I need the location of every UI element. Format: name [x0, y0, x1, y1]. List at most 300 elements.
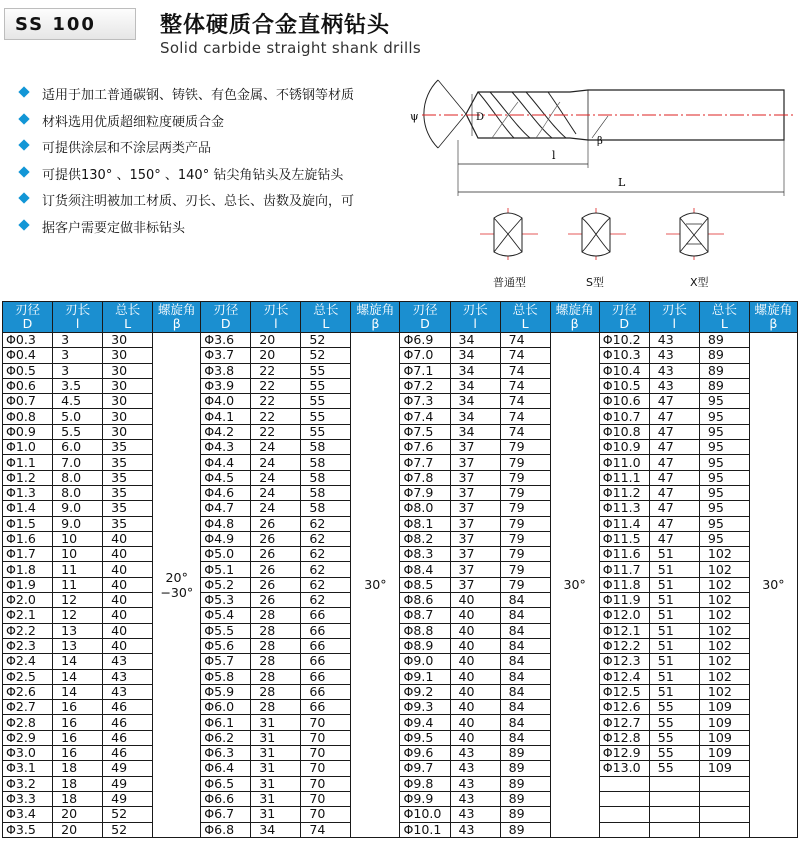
flute-length-cell: 40 — [450, 608, 500, 623]
flute-length-cell: 22 — [251, 424, 301, 439]
diameter-cell: Φ3.8 — [201, 363, 251, 378]
helix-angle-cell: 30° — [550, 333, 599, 838]
total-length-cell: 66 — [301, 654, 351, 669]
flute-length-cell: 37 — [450, 455, 500, 470]
column-header: 刃长 l — [53, 302, 103, 333]
total-length-cell: 89 — [699, 378, 749, 393]
flute-length-cell: 47 — [649, 394, 699, 409]
diameter-cell: Φ9.0 — [400, 654, 450, 669]
flute-length-cell: 47 — [649, 501, 699, 516]
diameter-cell: Φ1.1 — [3, 455, 53, 470]
flute-length-cell: 28 — [251, 638, 301, 653]
diameter-cell: Φ9.5 — [400, 730, 450, 745]
table-row — [3, 516, 798, 531]
flute-length-cell: 12 — [53, 593, 103, 608]
total-length-cell: 30 — [103, 409, 153, 424]
diameter-cell: Φ5.9 — [201, 684, 251, 699]
table-row — [3, 562, 798, 577]
flute-length-cell: 4.5 — [53, 394, 103, 409]
flute-length-cell: 47 — [649, 516, 699, 531]
flute-length-cell: 22 — [251, 378, 301, 393]
total-length-cell: 102 — [699, 638, 749, 653]
table-row — [3, 440, 798, 455]
flute-length-cell: 51 — [649, 547, 699, 562]
total-length-cell: 74 — [500, 333, 550, 348]
flute-length-cell: 34 — [450, 409, 500, 424]
column-header: 刃长 l — [649, 302, 699, 333]
diameter-cell: Φ0.9 — [3, 424, 53, 439]
table-row — [3, 669, 798, 684]
flute-length-cell: 51 — [649, 593, 699, 608]
total-length-cell: 46 — [103, 715, 153, 730]
tip-s-type-icon — [568, 208, 626, 260]
total-length-cell: 58 — [301, 485, 351, 500]
flute-length-cell: 34 — [450, 394, 500, 409]
flute-length-cell: 51 — [649, 577, 699, 592]
total-length-cell: 30 — [103, 363, 153, 378]
diameter-cell: Φ4.6 — [201, 485, 251, 500]
diameter-cell: Φ6.9 — [400, 333, 450, 348]
table-row — [3, 684, 798, 699]
diameter-cell: Φ4.3 — [201, 440, 251, 455]
diameter-cell: Φ8.6 — [400, 593, 450, 608]
diameter-cell: Φ7.1 — [400, 363, 450, 378]
total-length-cell: 30 — [103, 348, 153, 363]
total-length-cell: 40 — [103, 608, 153, 623]
diameter-cell: Φ3.9 — [201, 378, 251, 393]
diamond-bullet-icon — [18, 139, 29, 150]
flute-length-cell: 16 — [53, 746, 103, 761]
table-row — [3, 638, 798, 653]
diameter-cell: Φ3.6 — [201, 333, 251, 348]
table-row — [3, 608, 798, 623]
diameter-cell: Φ11.4 — [599, 516, 649, 531]
total-length-cell: 102 — [699, 684, 749, 699]
column-header: 螺旋角 β — [153, 302, 201, 333]
diameter-cell: Φ4.4 — [201, 455, 251, 470]
page-title: 整体硬质合金直柄钻头 — [160, 13, 391, 38]
flute-length-cell: 43 — [450, 776, 500, 791]
diameter-cell: Φ1.4 — [3, 501, 53, 516]
table-row — [3, 363, 798, 378]
total-length-cell: 55 — [301, 378, 351, 393]
total-length-cell: 66 — [301, 684, 351, 699]
total-length-cell: 43 — [103, 684, 153, 699]
diameter-cell: Φ10.7 — [599, 409, 649, 424]
flute-length-cell: 10 — [53, 531, 103, 546]
flute-length-cell: 13 — [53, 623, 103, 638]
flute-length-cell: 3.5 — [53, 378, 103, 393]
flute-length-cell: 26 — [251, 547, 301, 562]
flute-length-cell: 37 — [450, 470, 500, 485]
table-row — [3, 593, 798, 608]
flute-length-cell: 14 — [53, 654, 103, 669]
table-row — [3, 547, 798, 562]
table-row — [3, 485, 798, 500]
flute-length-cell: 10 — [53, 547, 103, 562]
table-body — [3, 333, 798, 838]
total-length-cell: 89 — [699, 363, 749, 378]
diameter-cell: Φ2.0 — [3, 593, 53, 608]
flute-length-cell: 3 — [53, 333, 103, 348]
flute-length-cell: 26 — [251, 531, 301, 546]
flute-length-cell: 40 — [450, 669, 500, 684]
table-row — [3, 654, 798, 669]
flute-length-cell: 34 — [450, 424, 500, 439]
flute-length-cell: 24 — [251, 455, 301, 470]
tip-types-drawing — [478, 206, 728, 264]
table-row — [3, 470, 798, 485]
total-length-cell: 102 — [699, 669, 749, 684]
total-length-cell: 109 — [699, 746, 749, 761]
flute-length-cell: 51 — [649, 669, 699, 684]
diameter-cell: Φ9.1 — [400, 669, 450, 684]
total-length-cell: 89 — [500, 822, 550, 837]
diameter-cell: Φ11.0 — [599, 455, 649, 470]
total-length-cell: 89 — [500, 746, 550, 761]
overall-length-label: L — [618, 176, 626, 189]
flute-length-cell: 47 — [649, 531, 699, 546]
total-length-cell: 95 — [699, 531, 749, 546]
diameter-cell: Φ10.5 — [599, 378, 649, 393]
diameter-cell: Φ3.4 — [3, 807, 53, 822]
flute-length-cell — [649, 807, 699, 822]
diameter-cell: Φ2.5 — [3, 669, 53, 684]
diameter-cell: Φ3.1 — [3, 761, 53, 776]
diameter-cell: Φ4.8 — [201, 516, 251, 531]
flute-length-cell: 22 — [251, 409, 301, 424]
total-length-cell: 95 — [699, 455, 749, 470]
column-header: 总长 L — [500, 302, 550, 333]
diameter-cell: Φ7.8 — [400, 470, 450, 485]
diameter-cell: Φ8.4 — [400, 562, 450, 577]
total-length-cell: 74 — [500, 394, 550, 409]
flute-length-cell: 47 — [649, 470, 699, 485]
flute-length-cell: 34 — [251, 822, 301, 837]
flute-length-cell: 24 — [251, 470, 301, 485]
diameter-cell: Φ4.0 — [201, 394, 251, 409]
flute-length-cell — [649, 776, 699, 791]
diameter-cell: Φ2.3 — [3, 638, 53, 653]
diameter-cell: Φ6.2 — [201, 730, 251, 745]
total-length-cell: 52 — [103, 807, 153, 822]
flute-length-cell: 26 — [251, 593, 301, 608]
total-length-cell: 74 — [500, 348, 550, 363]
total-length-cell: 79 — [500, 501, 550, 516]
total-length-cell: 46 — [103, 746, 153, 761]
total-length-cell: 58 — [301, 455, 351, 470]
total-length-cell: 66 — [301, 638, 351, 653]
flute-length-cell: 20 — [251, 348, 301, 363]
psi-label: ψ — [410, 110, 419, 123]
total-length-cell: 84 — [500, 715, 550, 730]
total-length-cell: 95 — [699, 485, 749, 500]
total-length-cell: 79 — [500, 547, 550, 562]
diameter-cell: Φ10.6 — [599, 394, 649, 409]
diameter-cell: Φ5.8 — [201, 669, 251, 684]
flute-length-cell: 43 — [450, 807, 500, 822]
diameter-cell: Φ10.3 — [599, 348, 649, 363]
flute-length-cell: 34 — [450, 378, 500, 393]
flute-length-cell: 9.0 — [53, 516, 103, 531]
diameter-cell — [599, 807, 649, 822]
total-length-cell: 95 — [699, 394, 749, 409]
flute-length-cell: 16 — [53, 715, 103, 730]
flute-length-cell: 37 — [450, 562, 500, 577]
diameter-cell: Φ9.6 — [400, 746, 450, 761]
diameter-cell: Φ12.7 — [599, 715, 649, 730]
diameter-cell: Φ1.3 — [3, 485, 53, 500]
total-length-cell: 49 — [103, 776, 153, 791]
diameter-cell: Φ2.8 — [3, 715, 53, 730]
flute-length-cell: 37 — [450, 501, 500, 516]
flute-length-cell: 31 — [251, 730, 301, 745]
table-row — [3, 791, 798, 806]
diameter-cell: Φ11.7 — [599, 562, 649, 577]
flute-length-cell: 28 — [251, 700, 301, 715]
diameter-cell: Φ2.4 — [3, 654, 53, 669]
total-length-cell: 102 — [699, 577, 749, 592]
diameter-cell: Φ12.1 — [599, 623, 649, 638]
total-length-cell: 95 — [699, 470, 749, 485]
diamond-bullet-icon — [18, 219, 29, 230]
total-length-cell: 109 — [699, 761, 749, 776]
column-header: 刃长 l — [450, 302, 500, 333]
flute-length-cell: 12 — [53, 608, 103, 623]
diameter-cell: Φ5.3 — [201, 593, 251, 608]
flute-length-cell: 51 — [649, 562, 699, 577]
flute-length-cell: 26 — [251, 562, 301, 577]
total-length-cell: 40 — [103, 547, 153, 562]
total-length-cell: 95 — [699, 501, 749, 516]
diameter-cell: Φ0.4 — [3, 348, 53, 363]
feature-item: 据客户需要定做非标钻头 — [18, 217, 354, 244]
diameter-cell: Φ1.7 — [3, 547, 53, 562]
diameter-cell: Φ11.8 — [599, 577, 649, 592]
total-length-cell: 95 — [699, 424, 749, 439]
flute-length-cell: 26 — [251, 516, 301, 531]
flute-length-cell: 28 — [251, 654, 301, 669]
diameter-cell: Φ6.8 — [201, 822, 251, 837]
table-row — [3, 761, 798, 776]
diameter-cell: Φ11.2 — [599, 485, 649, 500]
total-length-cell: 79 — [500, 455, 550, 470]
diameter-cell: Φ10.1 — [400, 822, 450, 837]
flute-length-cell: 34 — [450, 348, 500, 363]
flute-length-cell: 34 — [450, 363, 500, 378]
diameter-cell: Φ9.2 — [400, 684, 450, 699]
flute-length-cell: 31 — [251, 776, 301, 791]
diameter-cell: Φ5.6 — [201, 638, 251, 653]
total-length-cell: 89 — [500, 776, 550, 791]
total-length-cell: 70 — [301, 791, 351, 806]
diameter-cell: Φ4.7 — [201, 501, 251, 516]
total-length-cell: 109 — [699, 700, 749, 715]
diameter-cell: Φ1.0 — [3, 440, 53, 455]
tip-s-type-label: S型 — [586, 276, 604, 289]
diameter-cell: Φ7.5 — [400, 424, 450, 439]
total-length-cell: 102 — [699, 623, 749, 638]
flute-length-cell: 28 — [251, 669, 301, 684]
total-length-cell: 46 — [103, 730, 153, 745]
diameter-cell: Φ9.4 — [400, 715, 450, 730]
page-subtitle: Solid carbide straight shank drills — [160, 39, 422, 57]
table-row — [3, 822, 798, 837]
total-length-cell: 84 — [500, 654, 550, 669]
total-length-cell: 62 — [301, 577, 351, 592]
flute-length-cell: 47 — [649, 455, 699, 470]
flute-length-cell: 55 — [649, 700, 699, 715]
total-length-cell: 70 — [301, 776, 351, 791]
diameter-cell: Φ11.3 — [599, 501, 649, 516]
tip-standard-label: 普通型 — [493, 276, 526, 289]
total-length-cell: 95 — [699, 516, 749, 531]
flute-length-cell: 40 — [450, 730, 500, 745]
flute-length-cell: 3 — [53, 363, 103, 378]
total-length-cell: 84 — [500, 623, 550, 638]
total-length-cell — [699, 807, 749, 822]
diameter-cell: Φ10.8 — [599, 424, 649, 439]
flute-length-cell: 24 — [251, 485, 301, 500]
total-length-cell: 89 — [699, 348, 749, 363]
table-row — [3, 730, 798, 745]
feature-item: 可提供130° 、150° 、140° 钻尖角钻头及左旋钻头 — [18, 164, 354, 191]
diameter-cell: Φ6.7 — [201, 807, 251, 822]
total-length-cell: 58 — [301, 470, 351, 485]
column-header: 螺旋角 β — [550, 302, 599, 333]
diameter-cell: Φ12.4 — [599, 669, 649, 684]
diameter-cell: Φ0.6 — [3, 378, 53, 393]
total-length-cell: 84 — [500, 608, 550, 623]
total-length-cell: 62 — [301, 593, 351, 608]
flute-length-cell: 18 — [53, 776, 103, 791]
flute-length-cell: 37 — [450, 531, 500, 546]
diameter-cell: Φ12.2 — [599, 638, 649, 653]
diameter-cell: Φ3.3 — [3, 791, 53, 806]
flute-length-cell: 55 — [649, 715, 699, 730]
diamond-bullet-icon — [18, 86, 29, 97]
column-header: 刃径 D — [400, 302, 450, 333]
diameter-cell: Φ8.7 — [400, 608, 450, 623]
total-length-cell — [699, 791, 749, 806]
total-length-cell: 35 — [103, 455, 153, 470]
diameter-cell: Φ8.5 — [400, 577, 450, 592]
flute-length-cell: 55 — [649, 761, 699, 776]
diameter-cell: Φ10.9 — [599, 440, 649, 455]
total-length-cell: 30 — [103, 424, 153, 439]
product-code: SS 100 — [4, 8, 136, 40]
total-length-cell: 49 — [103, 761, 153, 776]
diameter-cell — [599, 776, 649, 791]
total-length-cell: 70 — [301, 746, 351, 761]
diameter-cell: Φ6.3 — [201, 746, 251, 761]
flute-length-cell: 43 — [649, 363, 699, 378]
total-length-cell: 58 — [301, 440, 351, 455]
table-row — [3, 409, 798, 424]
diameter-cell: Φ5.5 — [201, 623, 251, 638]
diameter-cell: Φ8.2 — [400, 531, 450, 546]
table-header — [3, 302, 798, 333]
feature-item: 适用于加工普通碳钢、铸铁、有色金属、不锈钢等材质 — [18, 84, 354, 111]
flute-length-cell: 34 — [450, 333, 500, 348]
total-length-cell: 79 — [500, 531, 550, 546]
feature-item: 订货须注明被加工材质、刃长、总长、齿数及旋向，可 — [18, 190, 354, 217]
flute-length-cell: 40 — [450, 684, 500, 699]
total-length-cell: 58 — [301, 501, 351, 516]
total-length-cell: 95 — [699, 409, 749, 424]
diameter-cell: Φ2.6 — [3, 684, 53, 699]
table-row — [3, 378, 798, 393]
diameter-cell: Φ9.9 — [400, 791, 450, 806]
total-length-cell: 84 — [500, 700, 550, 715]
flute-length-cell: 43 — [450, 822, 500, 837]
diameter-cell: Φ2.7 — [3, 700, 53, 715]
flute-length-cell: 7.0 — [53, 455, 103, 470]
total-length-cell: 84 — [500, 638, 550, 653]
diameter-cell: Φ3.0 — [3, 746, 53, 761]
total-length-cell: 70 — [301, 715, 351, 730]
flute-length-cell: 43 — [450, 761, 500, 776]
feature-item: 材料选用优质超细粒度硬质合金 — [18, 111, 354, 138]
total-length-cell: 89 — [500, 761, 550, 776]
total-length-cell: 109 — [699, 730, 749, 745]
total-length-cell: 74 — [500, 363, 550, 378]
diameter-cell: Φ12.9 — [599, 746, 649, 761]
total-length-cell: 35 — [103, 516, 153, 531]
feature-list — [18, 84, 354, 243]
total-length-cell: 49 — [103, 791, 153, 806]
helix-angle-cell: 30° — [351, 333, 400, 838]
flute-length-cell: 47 — [649, 485, 699, 500]
total-length-cell: 52 — [301, 333, 351, 348]
column-header: 总长 L — [103, 302, 153, 333]
flute-length-cell: 16 — [53, 700, 103, 715]
total-length-cell: 74 — [301, 822, 351, 837]
diameter-cell: Φ11.9 — [599, 593, 649, 608]
diameter-cell: Φ11.5 — [599, 531, 649, 546]
diameter-cell: Φ1.9 — [3, 577, 53, 592]
diamond-bullet-icon — [18, 113, 29, 124]
diameter-cell: Φ9.3 — [400, 700, 450, 715]
total-length-cell: 89 — [500, 791, 550, 806]
flute-length-cell: 6.0 — [53, 440, 103, 455]
flute-length-cell: 31 — [251, 761, 301, 776]
flute-length-cell: 14 — [53, 669, 103, 684]
table-row — [3, 623, 798, 638]
flute-length-cell: 51 — [649, 623, 699, 638]
drill-drawing — [392, 68, 798, 204]
flute-length-cell: 31 — [251, 746, 301, 761]
flute-length-cell: 5.5 — [53, 424, 103, 439]
diameter-cell: Φ12.8 — [599, 730, 649, 745]
total-length-cell: 52 — [301, 348, 351, 363]
flute-length-cell: 28 — [251, 623, 301, 638]
table-row — [3, 348, 798, 363]
helix-angle-cell: 30° — [749, 333, 797, 838]
diameter-cell: Φ3.7 — [201, 348, 251, 363]
helix-angle-cell: 20° −30° — [153, 333, 201, 838]
diameter-cell: Φ8.3 — [400, 547, 450, 562]
total-length-cell: 40 — [103, 531, 153, 546]
total-length-cell: 102 — [699, 593, 749, 608]
flute-length-cell: 47 — [649, 409, 699, 424]
diameter-cell: Φ5.2 — [201, 577, 251, 592]
diameter-cell: Φ9.7 — [400, 761, 450, 776]
flute-length-cell: 43 — [450, 746, 500, 761]
point-angle-arc — [424, 80, 438, 148]
total-length-cell: 70 — [301, 761, 351, 776]
column-header: 螺旋角 β — [749, 302, 797, 333]
